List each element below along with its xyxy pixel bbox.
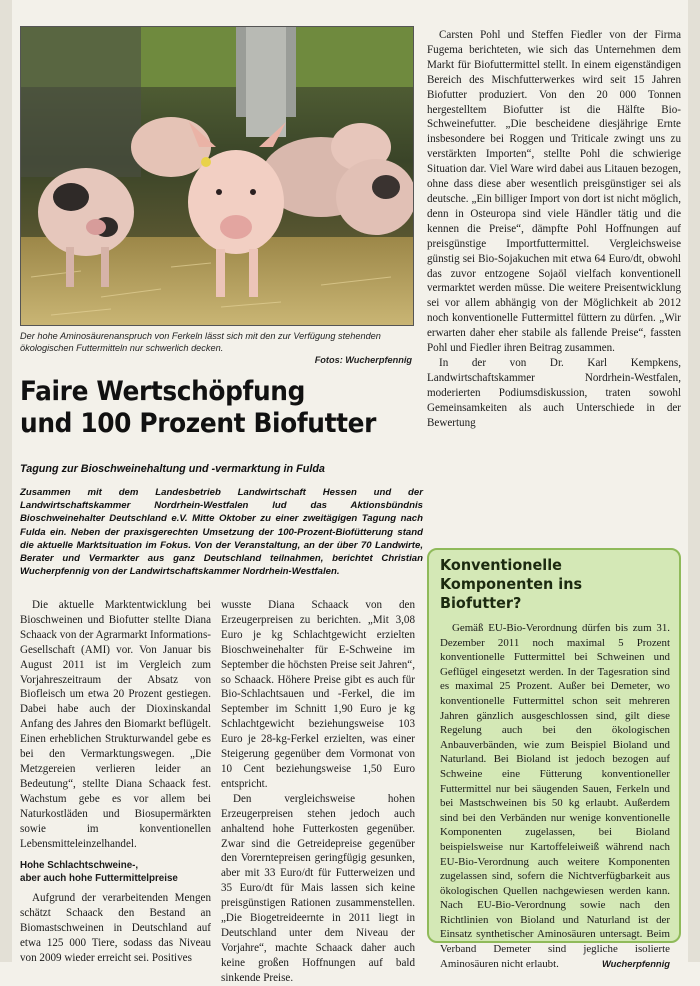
caption-text: Der hohe Aminosäurenanspruch von Ferkeln lässt sich mit den zur Verfügung stehenden ökologischen Futtermitteln nur schwerlich decken. — [20, 331, 381, 353]
article-title — [20, 376, 388, 440]
info-box-title-line-1: Konventionelle — [440, 556, 562, 574]
col1-paragraph-1: Die aktuelle Marktentwicklung bei Bioschweinen und Biofutter stellte Diana Schaack von der Agrarmarkt Informations-Gesellschaft (AMI) vor. Von Januar bis August 2011 ist im Vergleich zum Vorjahreszeitraum der Absatz von Biofleisch um etwa 20 Prozent gestiegen. Dabei habe auch der Dioxinskandal Anfang des Jahres den Biomarkt beflügelt. Einen erheblichen Strukturwandel gebe es bei den Vermarktungswegen. „Die Metzgereien verlieren leider an Bedeutung“, stellte Diana Schaack fest. Wachstum gebe es vor allem bei Naturkostläden und Biosupermärkten sowie im konventionellen Lebensmitteleinzelhandel. — [20, 599, 211, 850]
col2-paragraph-1: wusste Diana Schaack von den Erzeugerpreisen zu berichten. „Mit 3,08 Euro je kg Schlachtgewicht erzielten Bioschweinehalter für E-Schweine im September die höchsten Preise seit Jahren“, so Schaack. Höhere Preise gibt es auch für Bio-Schlachtsauen und -Ferkel, die im September im Schnitt 1,90 Euro je kg Schlachtgewicht beziehungsweise 103 Euro je 28-kg-Ferkel erzielten, was einer Steigerung gegenüber dem Vormonat von 10 Cent beziehungsweise 1,50 Euro entspricht. — [221, 599, 415, 790]
column-3 — [427, 28, 681, 430]
info-box — [427, 548, 681, 970]
col1-paragraph-2: Aufgrund der verarbeitenden Mengen schätzt Schaack den Bestand an Biomastschweinen in Deutschland auf etwa 125 000 Tiere, sodass das Niveau von 2009 wieder erreicht sei. Positives — [20, 892, 211, 965]
article-subtitle: Tagung zur Bioschweinehaltung und -vermarktung in Fulda — [20, 463, 325, 475]
subheading-line-2: aber auch hohe Futtermittelpreise — [20, 873, 178, 885]
title-line-1: Faire Wertschöpfung — [20, 376, 306, 407]
page-edge-left — [0, 0, 12, 962]
photo-caption — [20, 330, 412, 366]
article-lead: Zusammen mit dem Landesbetrieb Landwirtschaft Hessen und der Landwirtschaftskammer Nordrhein-Westfalen lud das Aktionsbündnis Bioschweinehalter Deutschland e.V. Mitte Oktober zu einer zweitägigen Tagung nach Fulda ein. Neben der praxisgerechten Umsetzung der 100-Prozent-Biofütterung stand die aktuelle Marktsituation im Fokus. Von der Veranstaltung, an der über 70 Landwirte, Berater und Vermarkter aus ganz Deutschland teilnahmen, berichtet Christian Wucherpfennig von der Landwirtschaftskammer Nordrhein-Westfalen. — [20, 487, 423, 578]
column-1 — [20, 598, 211, 966]
column-2 — [221, 598, 415, 986]
piglets-illustration — [21, 27, 413, 325]
piglets-photo — [20, 26, 414, 326]
photo-credit: Fotos: Wucherpfennig — [314, 355, 412, 365]
col3-paragraph-2: In der von Dr. Karl Kempkens, Landwirtschaftskammer Nordrhein-Westfalen, moderierten Podiumsdiskussion, traten sowohl Gemeinsamkeiten als auch Unterschiede in der Bewertung — [427, 356, 681, 429]
col2-paragraph-2: Den vergleichsweise hohen Erzeugerpreisen stehen jedoch auch anhaltend hohe Futterkosten gegenüber. Zwar sind die Getreidepreise gegenüber den Vorerntepreisen geringfügig gesunken, aber mit 33 Euro/dt für Futterweizen und 35 Euro/dt für Mais lassen sich keine preisgünstigen Rationen zusammenstellen. „Die Biogetreideernte in 2011 liegt in Deutschland unter dem Niveau der Vorjahre“, machte Schaack daher auch keine großen Hoffnungen auf bald sinkende Preise. — [221, 792, 415, 984]
info-box-title-line-2: Komponenten ins Biofutter? — [440, 575, 583, 612]
subheading-line-1: Hohe Schlachtschweine-, — [20, 860, 139, 872]
info-box-author: Wucherpfennig — [601, 958, 670, 970]
col1-subheading — [20, 859, 211, 885]
col3-paragraph-1: Carsten Pohl und Steffen Fiedler von der Firma Fugema berichteten, wie sich das Unternehmen dem Markt für Biofuttermittel stellt. In einem eigenständigen Bereich des Mischfutterwerkes wird seit 15 Jahren Biofutter produziert. Von den 20 000 Tonnen hergestelltem Biofutter ist die Hälfte Bio-Schweinefutter. „Die bescheidene diesjährige Ernte insbesondere bei Roggen und Triticale zwingt uns zu verstärkten Importen“, stellte Pohl die schwierige Situation dar. Viel Ware wird dabei aus Litauen bezogen, ohne dass diese aber wesentlich preisgünstiger sei als deutsche. „Ein billiger Import von dort ist nicht möglich, denn in Osteuropa sind viele Händler tätig und die kennen die Preise“, dämpfte Pohl Hoffnungen auf preisgünstige Importfuttermittel. Vergleichsweise günstig sei Bio-Sojakuchen mit etwa 64 Euro/dt, obwohl das zuvor entzogene Sojaöl vielfach konventionell vermarktet werden müsse. Die weitere Preisentwicklung sei vor allem abhängig von der Möglichkeit ab 2012 noch konventionelle Futtermittel füttern zu dürfen. „Wir erwarten daher eher stabile als fallende Preise“, fassten Pohl und Fiedler ihren Beitrag zusammen. — [427, 29, 681, 355]
info-box-text: Gemäß EU-Bio-Verordnung dürfen bis zum 31. Dezember 2011 noch maximal 5 Prozent konventionelle Futtermittel bei Schweinen und Geflügel eingesetzt werden. In der Tagesration sind es maximal 25 Prozent. Außer bei Demeter, wo konventionelle Futtermittel schon seit mehreren Jahren gänzlich ausgeschlossen sind, gilt diese Regelung auch bei den ökologischen Anbauverbänden, wie zum Beispiel Bioland und Naturland. Bei Bioland ist jedoch bezogen auf Schweine eine Fütterung konventioneller Futtermittel nur bei säugenden Sauen, Ferkeln und bei Mastschweinen bis 50 kg erlaubt. Außerdem sind bei den Verbänden nur wenige konventionelle Komponenten zugelassen, bei Bioland beispielsweise nur Kartoffeleiweiß während nach EU-Bio-Verordnung auch weitere Komponenten zugelassen sind, sofern die Nichtverfügbarkeit aus ökologischen Quellen nachgewiesen werden kann. Nach EU-Bio-Verordnung sowie nach den Richtlinien von Bioland und Naturland ist der Einsatz synthetischer Aminosäuren untersagt. Beim Verband Demeter sind jegliche isolierte Aminosäuren nicht erlaubt. — [440, 622, 670, 970]
info-box-title — [440, 556, 654, 613]
title-line-2: und 100 Prozent Biofutter — [20, 408, 376, 439]
page-edge-right — [688, 0, 700, 962]
